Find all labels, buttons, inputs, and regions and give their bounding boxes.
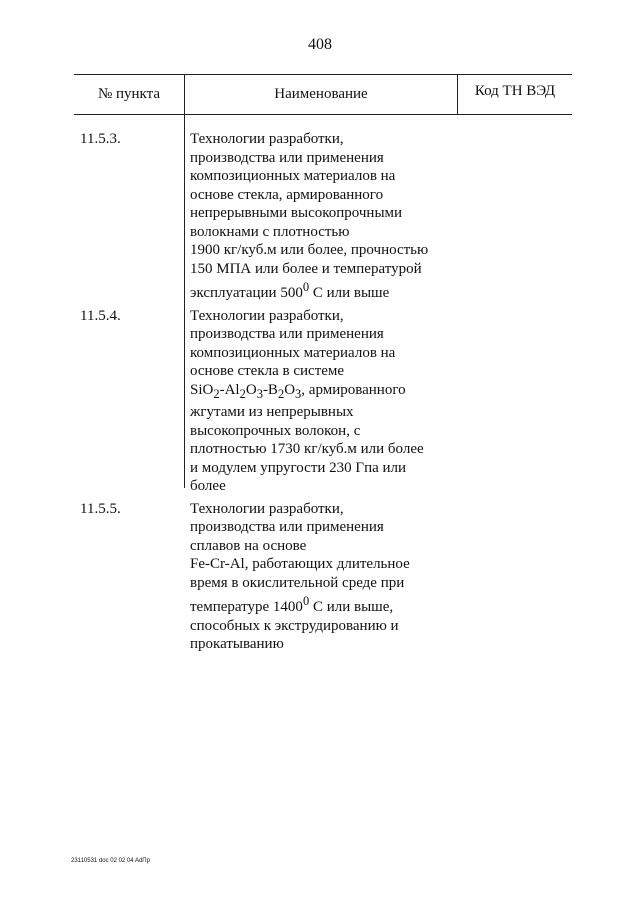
superscript: 0: [302, 594, 310, 608]
description-text: С или выше,: [309, 599, 394, 615]
table-row: [0, 500, 640, 654]
item-description: [190, 500, 480, 654]
footer-document-code: 23110531 doc 02 02 04 AdПр: [71, 858, 150, 864]
description-line: и модулем упругости 230 Гпа или: [190, 459, 407, 476]
description-line: плотностью 1730 кг/куб.м или более: [190, 441, 424, 457]
description-line: прокатыванию: [190, 636, 284, 652]
item-number: 11.5.3.: [80, 131, 121, 147]
item-number: 11.5.4.: [80, 307, 121, 324]
subscript: 3: [295, 386, 302, 401]
description-line: основе стекла, армированного: [190, 186, 384, 203]
superscript: 0: [302, 280, 310, 294]
subscript: 2: [213, 386, 220, 401]
formula-part: SiO: [190, 381, 214, 398]
table-row: [0, 130, 640, 303]
subscript: 2: [277, 386, 285, 401]
formula-part: -B: [262, 381, 278, 398]
description-line: 150 МПА или более и температурой: [190, 260, 422, 277]
description-text: температуре 1400: [190, 599, 303, 615]
description-text: эксплуатации 500: [190, 285, 303, 301]
column-header-name: Наименование: [184, 75, 458, 114]
formula-part: O: [284, 381, 296, 398]
description-line: высокопрочных волокон, с: [190, 422, 361, 439]
table-body: [0, 130, 640, 654]
item-description: [190, 130, 480, 303]
chemical-formula-line: [190, 381, 480, 404]
description-line: композиционных материалов на: [190, 344, 396, 361]
formula-part: O: [245, 381, 257, 398]
description-line: производства или применения: [190, 149, 384, 166]
description-line: основе стекла в системе: [190, 363, 345, 379]
description-text: С или выше: [309, 285, 390, 301]
description-line: производства или применения: [190, 326, 384, 342]
description-line: способных к экструдированию и: [190, 617, 399, 634]
column-header-customs-code: Код ТН ВЭД: [474, 83, 556, 99]
description-line: Технологии разработки,: [190, 131, 344, 147]
description-line: сплавов на основе: [190, 537, 307, 554]
description-line: 1900 кг/куб.м или более, прочностью: [190, 242, 429, 258]
page-number: 408: [308, 36, 332, 53]
description-line: производства или применения: [190, 519, 384, 535]
column-header-item-number: № пункта: [97, 86, 161, 102]
formula-part: -Al: [219, 381, 240, 398]
description-line: более: [190, 478, 226, 494]
description-line: волокнами с плотностью: [190, 223, 350, 240]
item-description: [190, 307, 480, 496]
subscript: 2: [239, 386, 246, 401]
description-line: время в окислительной среде при: [190, 574, 405, 591]
formula-part: , армированного: [301, 381, 406, 398]
description-line: [190, 278, 480, 303]
description-line: Технологии разработки,: [190, 307, 344, 324]
table-header: [74, 74, 572, 115]
table-row: [0, 307, 640, 496]
description-line: Технологии разработки,: [190, 500, 344, 517]
description-line: Fe-Cr-Al, работающих длительное: [190, 556, 410, 572]
description-line: жгутами из непрерывных: [190, 404, 354, 420]
description-line: композиционных материалов на: [190, 168, 396, 184]
description-line: непрерывными высокопрочными: [190, 205, 403, 221]
subscript: 3: [256, 386, 263, 401]
item-number: 11.5.5.: [80, 500, 121, 517]
description-line: [190, 592, 480, 617]
